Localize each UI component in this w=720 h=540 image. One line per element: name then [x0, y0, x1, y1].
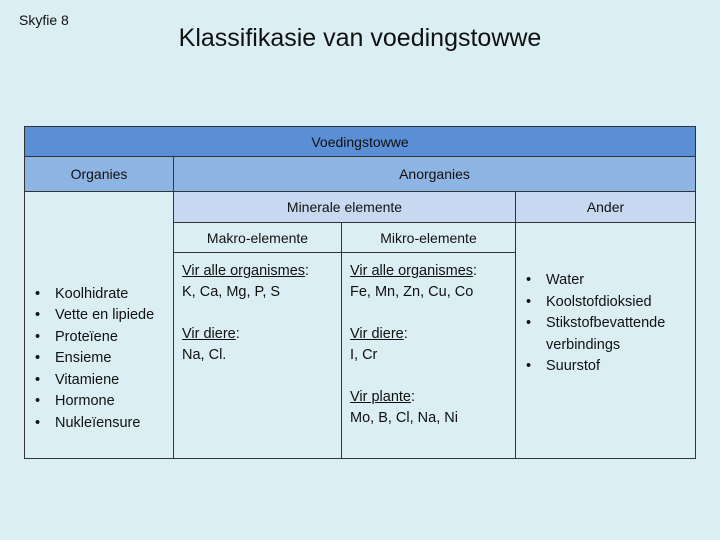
slide-number: Skyfie 8 — [19, 12, 69, 28]
mikro-group: Vir diere: I, Cr — [350, 326, 408, 363]
header-anorganies: Anorganies — [173, 156, 696, 192]
list-item: • Vitamiene — [31, 370, 154, 392]
group-value: Fe, Mn, Zn, Cu, Co — [350, 284, 474, 300]
list-item: • Koolstofdioksied — [522, 292, 691, 314]
makro-group: Vir diere: Na, Cl. — [182, 326, 240, 363]
mikro-cell — [341, 252, 516, 459]
header-organies: Organies — [24, 156, 174, 192]
group-label: Vir alle organismes — [182, 263, 306, 279]
organies-cell — [24, 191, 174, 459]
header-makro: Makro-elemente — [173, 222, 342, 253]
group-label: Vir plante — [350, 389, 411, 405]
ander-cell — [515, 222, 696, 459]
group-value: Mo, B, Cl, Na, Ni — [350, 410, 458, 426]
header-mikro: Mikro-elemente — [341, 222, 516, 253]
page-title: Klassifikasie van voedingstowwe — [178, 24, 542, 52]
list-item: • Stikstofbevattende verbindings — [522, 313, 691, 356]
makro-cell — [173, 252, 342, 459]
makro-group: Vir alle organismes: K, Ca, Mg, P, S — [182, 263, 310, 300]
group-value: Na, Cl. — [182, 347, 227, 363]
list-item: • Water — [522, 270, 691, 292]
organies-list — [31, 284, 154, 435]
list-item: • Proteïene — [31, 327, 154, 349]
mikro-group: Vir plante: Mo, B, Cl, Na, Ni — [350, 389, 458, 426]
group-value: K, Ca, Mg, P, S — [182, 284, 281, 300]
list-item: • Ensieme — [31, 348, 154, 370]
header-ander: Ander — [515, 191, 696, 223]
mikro-group: Vir alle organismes: Fe, Mn, Zn, Cu, Co — [350, 263, 478, 300]
list-item: • Koolhidrate — [31, 284, 154, 306]
group-label: Vir alle organismes — [350, 263, 474, 279]
group-label: Vir diere — [350, 326, 404, 342]
group-label: Vir diere — [182, 326, 236, 342]
list-item: • Hormone — [31, 391, 154, 413]
list-item: • Vette en lipiede — [31, 305, 154, 327]
list-item: • Nukleïensure — [31, 413, 154, 435]
list-item: • Suurstof — [522, 356, 691, 378]
header-minerale: Minerale elemente — [173, 191, 516, 223]
header-voedingstowwe: Voedingstowwe — [24, 126, 696, 157]
group-value: I, Cr — [350, 347, 378, 363]
ander-list — [522, 270, 691, 378]
